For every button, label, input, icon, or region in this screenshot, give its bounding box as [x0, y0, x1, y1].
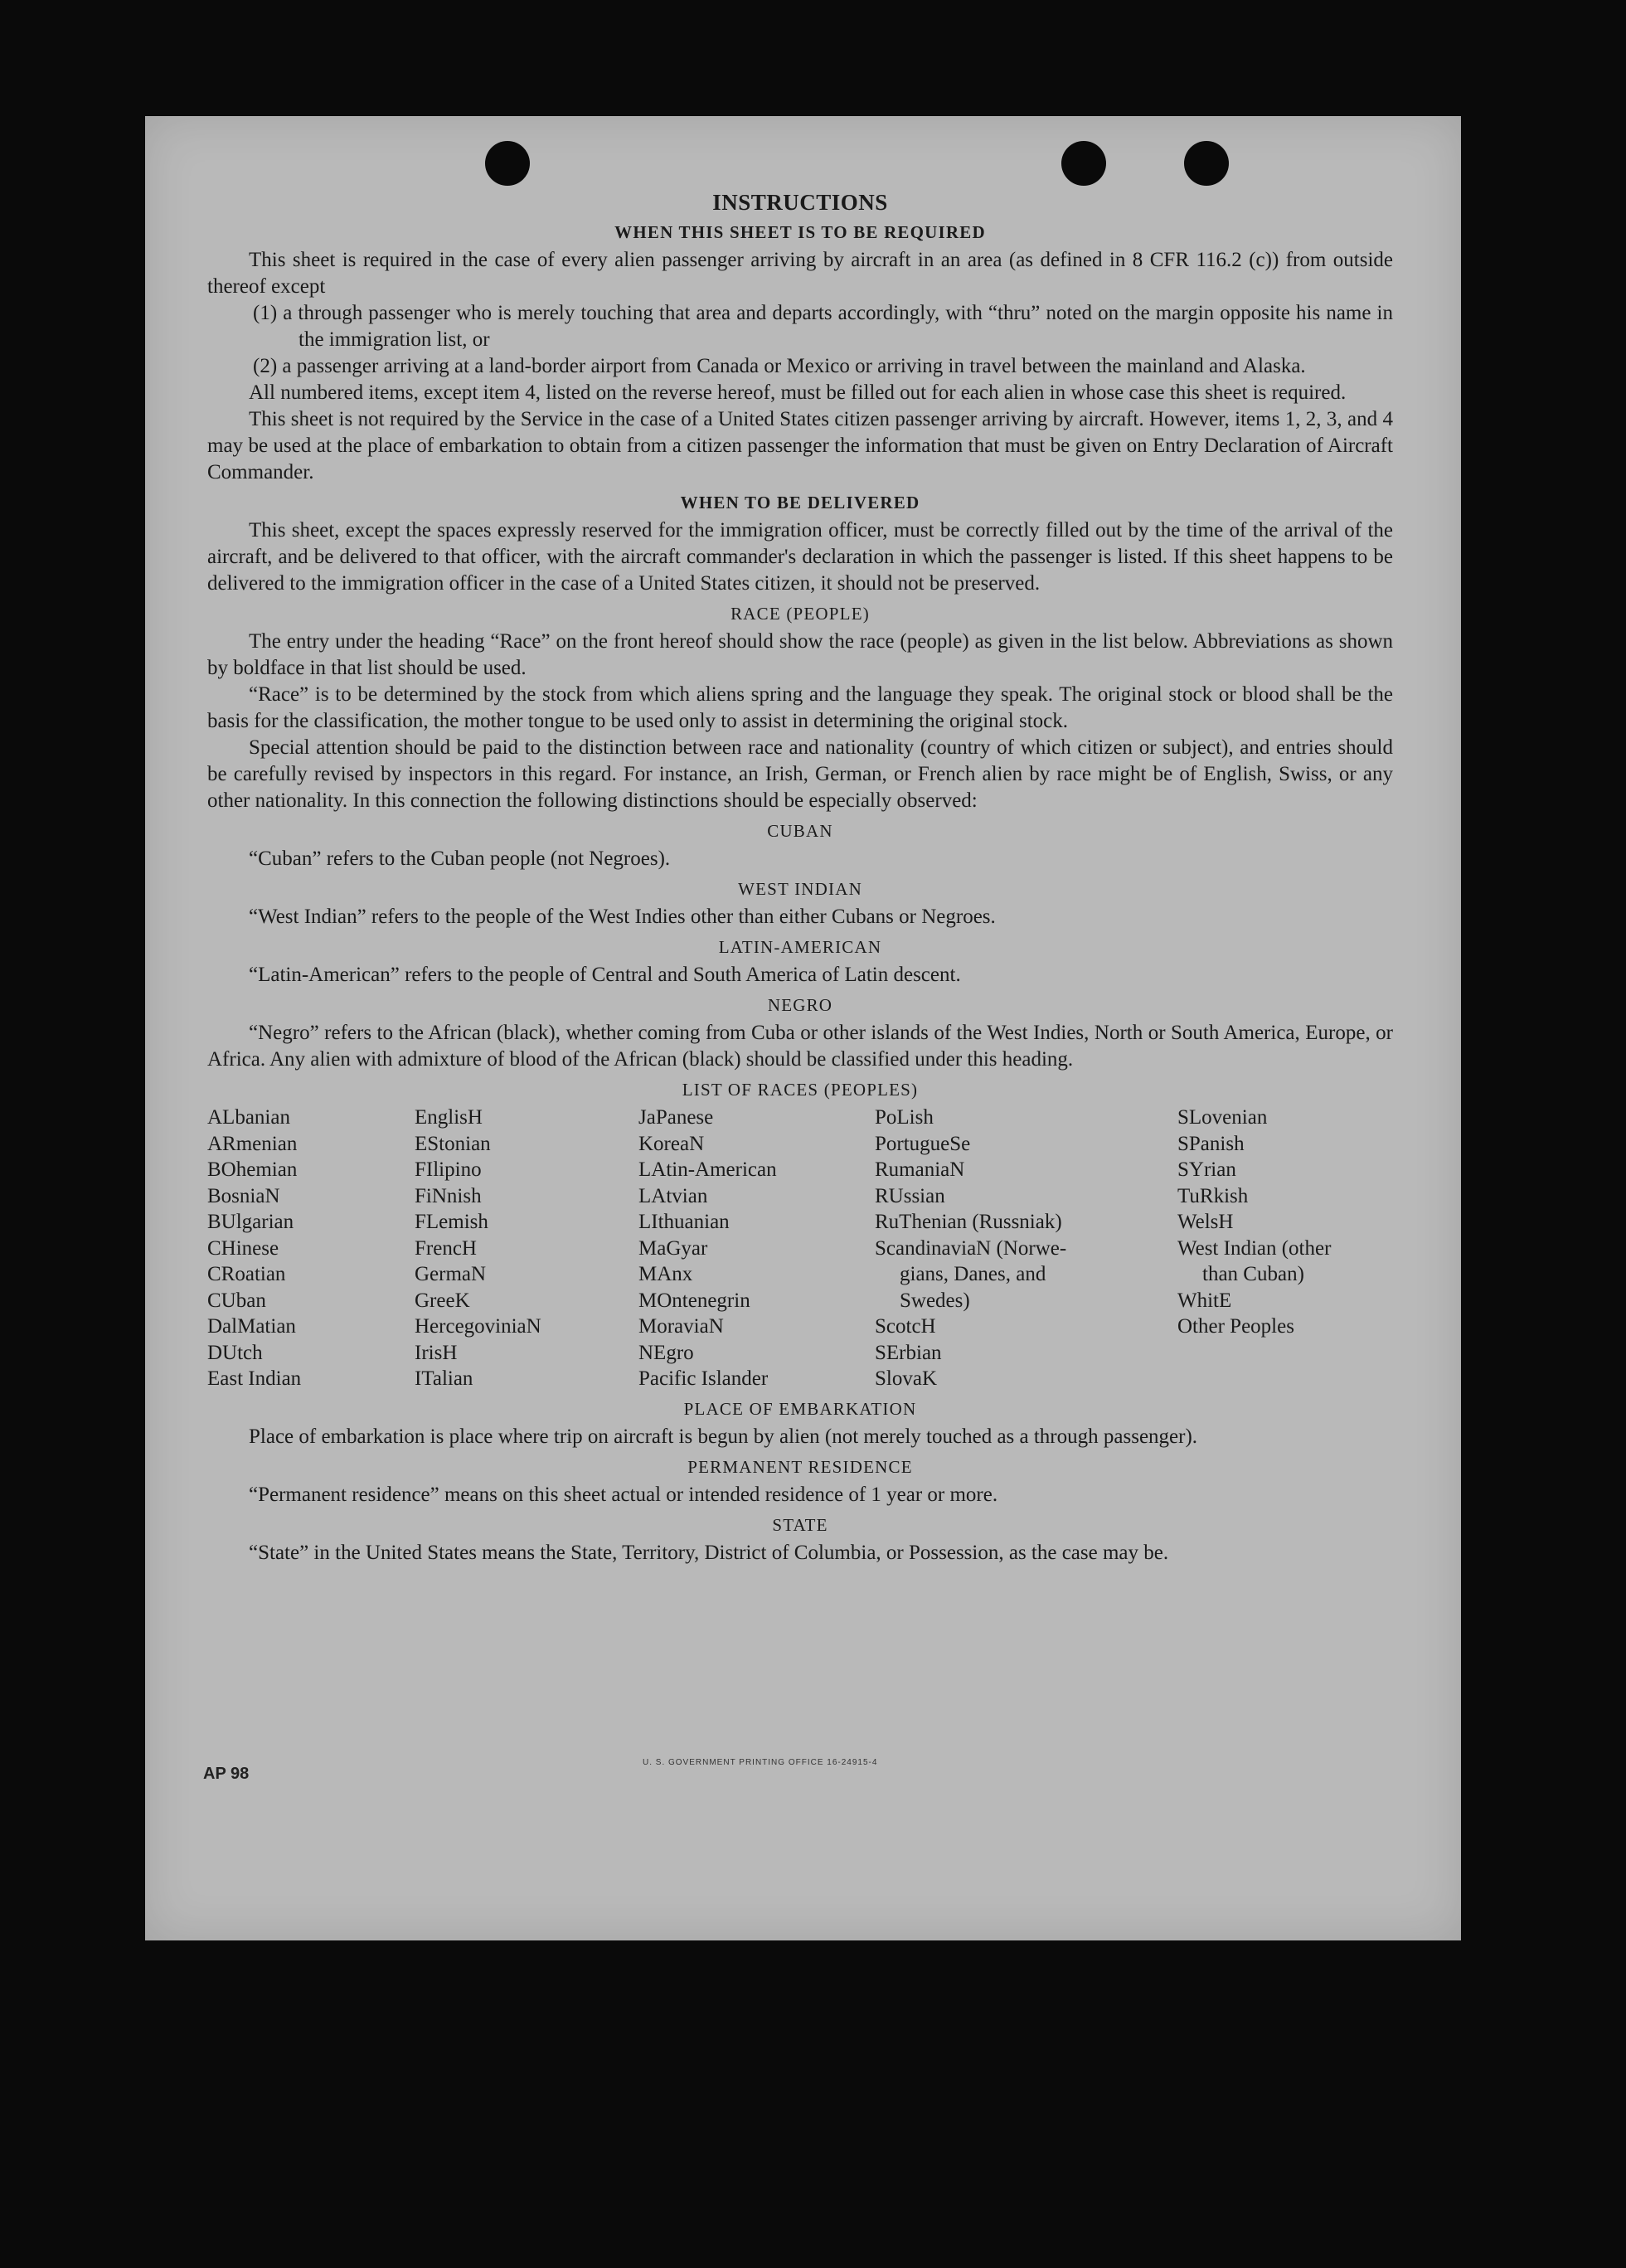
race-column-2	[415, 1105, 638, 1392]
race-entry: RumaniaN	[875, 1158, 965, 1181]
race-entry: CUban	[207, 1289, 266, 1312]
punch-hole	[1184, 141, 1229, 186]
race-entry: RuThenian (Russniak)	[875, 1211, 1062, 1233]
race-entry: East Indian	[207, 1367, 302, 1390]
punch-hole	[1061, 141, 1106, 186]
section-heading-delivered: WHEN TO BE DELIVERED	[680, 493, 920, 512]
paragraph-delivered: This sheet, except the spaces expressly reserved for the immigration officer, must be correctly filled out by the time of the arrival of the aircraft, and be delivered to that officer, with the aircraft commander's declaration in which the passenger is listed. If this sheet happens to be delivered to the immigration officer in the case of a United States citizen, it should not be preserved.	[207, 519, 1393, 595]
race-entry: GermaN	[415, 1263, 487, 1285]
race-entry: DalMatian	[207, 1315, 296, 1338]
race-entry: MoraviaN	[638, 1315, 724, 1338]
paragraph-state: “State” in the United States means the State, Territory, District of Columbia, or Possession, as the case may be.	[249, 1541, 1169, 1564]
section-heading-negro: NEGRO	[767, 995, 833, 1015]
race-entry: BOhemian	[207, 1158, 298, 1181]
race-entry: CRoatian	[207, 1263, 286, 1285]
section-heading-residence: PERMANENT RESIDENCE	[687, 1456, 913, 1477]
race-entry: DUtch	[207, 1341, 263, 1364]
printer-imprint: U. S. GOVERNMENT PRINTING OFFICE 16-24915-4	[643, 1758, 878, 1767]
race-entry: WhitE	[1177, 1289, 1232, 1312]
race-entry: BosniaN	[207, 1184, 280, 1207]
section-heading-race-list: LIST OF RACES (PEOPLES)	[682, 1080, 919, 1100]
paragraph-race-1: The entry under the heading “Race” on the front hereof should show the race (people) as given in the list below. Abbreviations as shown by boldface in that list should be used.	[207, 630, 1393, 679]
race-entry-continued: Swedes)	[900, 1289, 970, 1312]
race-column-5	[1177, 1105, 1393, 1392]
race-entry: ARmenian	[207, 1132, 298, 1155]
section-heading-required: WHEN THIS SHEET IS TO BE REQUIRED	[614, 222, 986, 242]
race-entry: ITalian	[415, 1367, 473, 1390]
race-entry: West Indian (other	[1177, 1236, 1332, 1260]
race-entry: LAtvian	[638, 1184, 708, 1207]
race-entry: FrencH	[415, 1236, 477, 1260]
page-title: INSTRUCTIONS	[712, 190, 888, 215]
punch-hole	[485, 141, 530, 186]
race-entry: LIthuanian	[638, 1211, 730, 1233]
race-entry: SPanish	[1177, 1132, 1245, 1155]
race-entry: SlovaK	[875, 1367, 937, 1390]
race-entry: JaPanese	[638, 1106, 714, 1129]
race-column-1	[207, 1105, 415, 1392]
paragraph-embarkation: Place of embarkation is place where trip on aircraft is begun by alien (not merely touched as a through passenger).	[249, 1425, 1198, 1448]
section-heading-race: RACE (PEOPLE)	[730, 604, 870, 624]
race-entry: MAnx	[638, 1263, 693, 1285]
exception-item-1: (1) a through passenger who is merely touching that area and departs accordingly, with “thru” noted on the margin opposite his name in the immigration list, or	[253, 302, 1393, 351]
section-heading-west-indian: WEST INDIAN	[738, 879, 862, 899]
paragraph-negro: “Negro” refers to the African (black), whether coming from Cuba or other islands of the West Indies, North or South America, Europe, or Africa. Any alien with admixture of blood of the African (black) should be classified under this heading.	[207, 1022, 1393, 1071]
race-entry: IrisH	[415, 1341, 458, 1364]
race-entry: ALbanian	[207, 1106, 290, 1129]
instructions-content	[207, 189, 1393, 1566]
race-column-3	[638, 1105, 875, 1392]
race-entry: CHinese	[207, 1236, 279, 1260]
race-entry: HercegoviniaN	[415, 1315, 541, 1338]
paragraph-race-2: “Race” is to be determined by the stock from which aliens spring and the language they speak. The original stock or blood shall be the basis for the classification, the mother tongue to be used only to assist in determining the original stock.	[207, 683, 1393, 732]
paragraph-west-indian: “West Indian” refers to the people of the West Indies other than either Cubans or Negroes.	[249, 906, 996, 928]
race-entry: SYrian	[1177, 1158, 1236, 1181]
paragraph-latin-american: “Latin-American” refers to the people of Central and South America of Latin descent.	[249, 964, 961, 986]
paragraph-residence: “Permanent residence” means on this sheet actual or intended residence of 1 year or more.	[249, 1483, 998, 1506]
section-heading-latin-american: LATIN-AMERICAN	[718, 937, 882, 957]
race-entry: FiNnish	[415, 1184, 482, 1207]
race-entry: EnglisH	[415, 1106, 483, 1129]
race-entry: LAtin-American	[638, 1158, 777, 1181]
race-entry: Other Peoples	[1177, 1315, 1294, 1338]
race-entry: SErbian	[875, 1341, 942, 1364]
race-entry: SLovenian	[1177, 1106, 1268, 1129]
section-heading-embarkation: PLACE OF EMBARKATION	[683, 1398, 917, 1419]
race-entry: Pacific Islander	[638, 1367, 769, 1390]
race-entry: TuRkish	[1177, 1184, 1249, 1207]
race-entry: ScandinaviaN (Norwe-	[875, 1236, 1067, 1260]
race-entry: MOntenegrin	[638, 1289, 750, 1312]
race-entry: MaGyar	[638, 1236, 708, 1260]
race-entry: WelsH	[1177, 1211, 1234, 1233]
section-heading-state: STATE	[772, 1514, 828, 1535]
paragraph-race-3: Special attention should be paid to the distinction between race and nationality (country of which citizen or subject), and entries should be carefully revised by inspectors in this regard. For instance, an Irish, German, or French alien by race might be of English, Swiss, or any other nationality. In this connection the following distinctions should be especially observed:	[207, 736, 1393, 812]
paragraph-citizen: This sheet is not required by the Service in the case of a United States citizen passenger arriving by aircraft. However, items 1, 2, 3, and 4 may be used at the place of embarkation to obtain from a citizen passenger the information that must be given on Entry Declaration of Aircraft Commander.	[207, 408, 1393, 483]
paragraph-required-intro: This sheet is required in the case of every alien passenger arriving by aircraft in an area (as defined in 8 CFR 116.2 (c)) from outside thereof except	[207, 249, 1393, 298]
race-entry: FLemish	[415, 1211, 488, 1233]
document-sheet	[145, 116, 1461, 1940]
race-entry-continued: gians, Danes, and	[900, 1263, 1046, 1285]
section-heading-cuban: CUBAN	[767, 821, 833, 841]
form-code: AP 98	[203, 1765, 250, 1783]
paragraph-cuban: “Cuban” refers to the Cuban people (not Negroes).	[249, 847, 671, 870]
race-entry: NEgro	[638, 1341, 694, 1364]
race-entry: PoLish	[875, 1106, 934, 1129]
race-entry: GreeK	[415, 1289, 470, 1312]
paragraph-numbered-items: All numbered items, except item 4, listed on the reverse hereof, must be filled out for each alien in whose case this sheet is required.	[249, 381, 1347, 404]
race-entry: BUlgarian	[207, 1211, 294, 1233]
race-entry: RUssian	[875, 1184, 945, 1207]
race-entry: KoreaN	[638, 1132, 705, 1155]
race-entry: PortugueSe	[875, 1132, 971, 1155]
race-entry: FIlipino	[415, 1158, 482, 1181]
exception-item-2: (2) a passenger arriving at a land-border airport from Canada or Mexico or arriving in travel between the mainland and Alaska.	[253, 355, 1306, 377]
race-entry-continued: than Cuban)	[1202, 1263, 1304, 1285]
race-entry: EStonian	[415, 1132, 491, 1155]
race-entry: ScotcH	[875, 1315, 936, 1338]
race-column-4	[875, 1105, 1177, 1392]
race-list	[207, 1105, 1393, 1392]
